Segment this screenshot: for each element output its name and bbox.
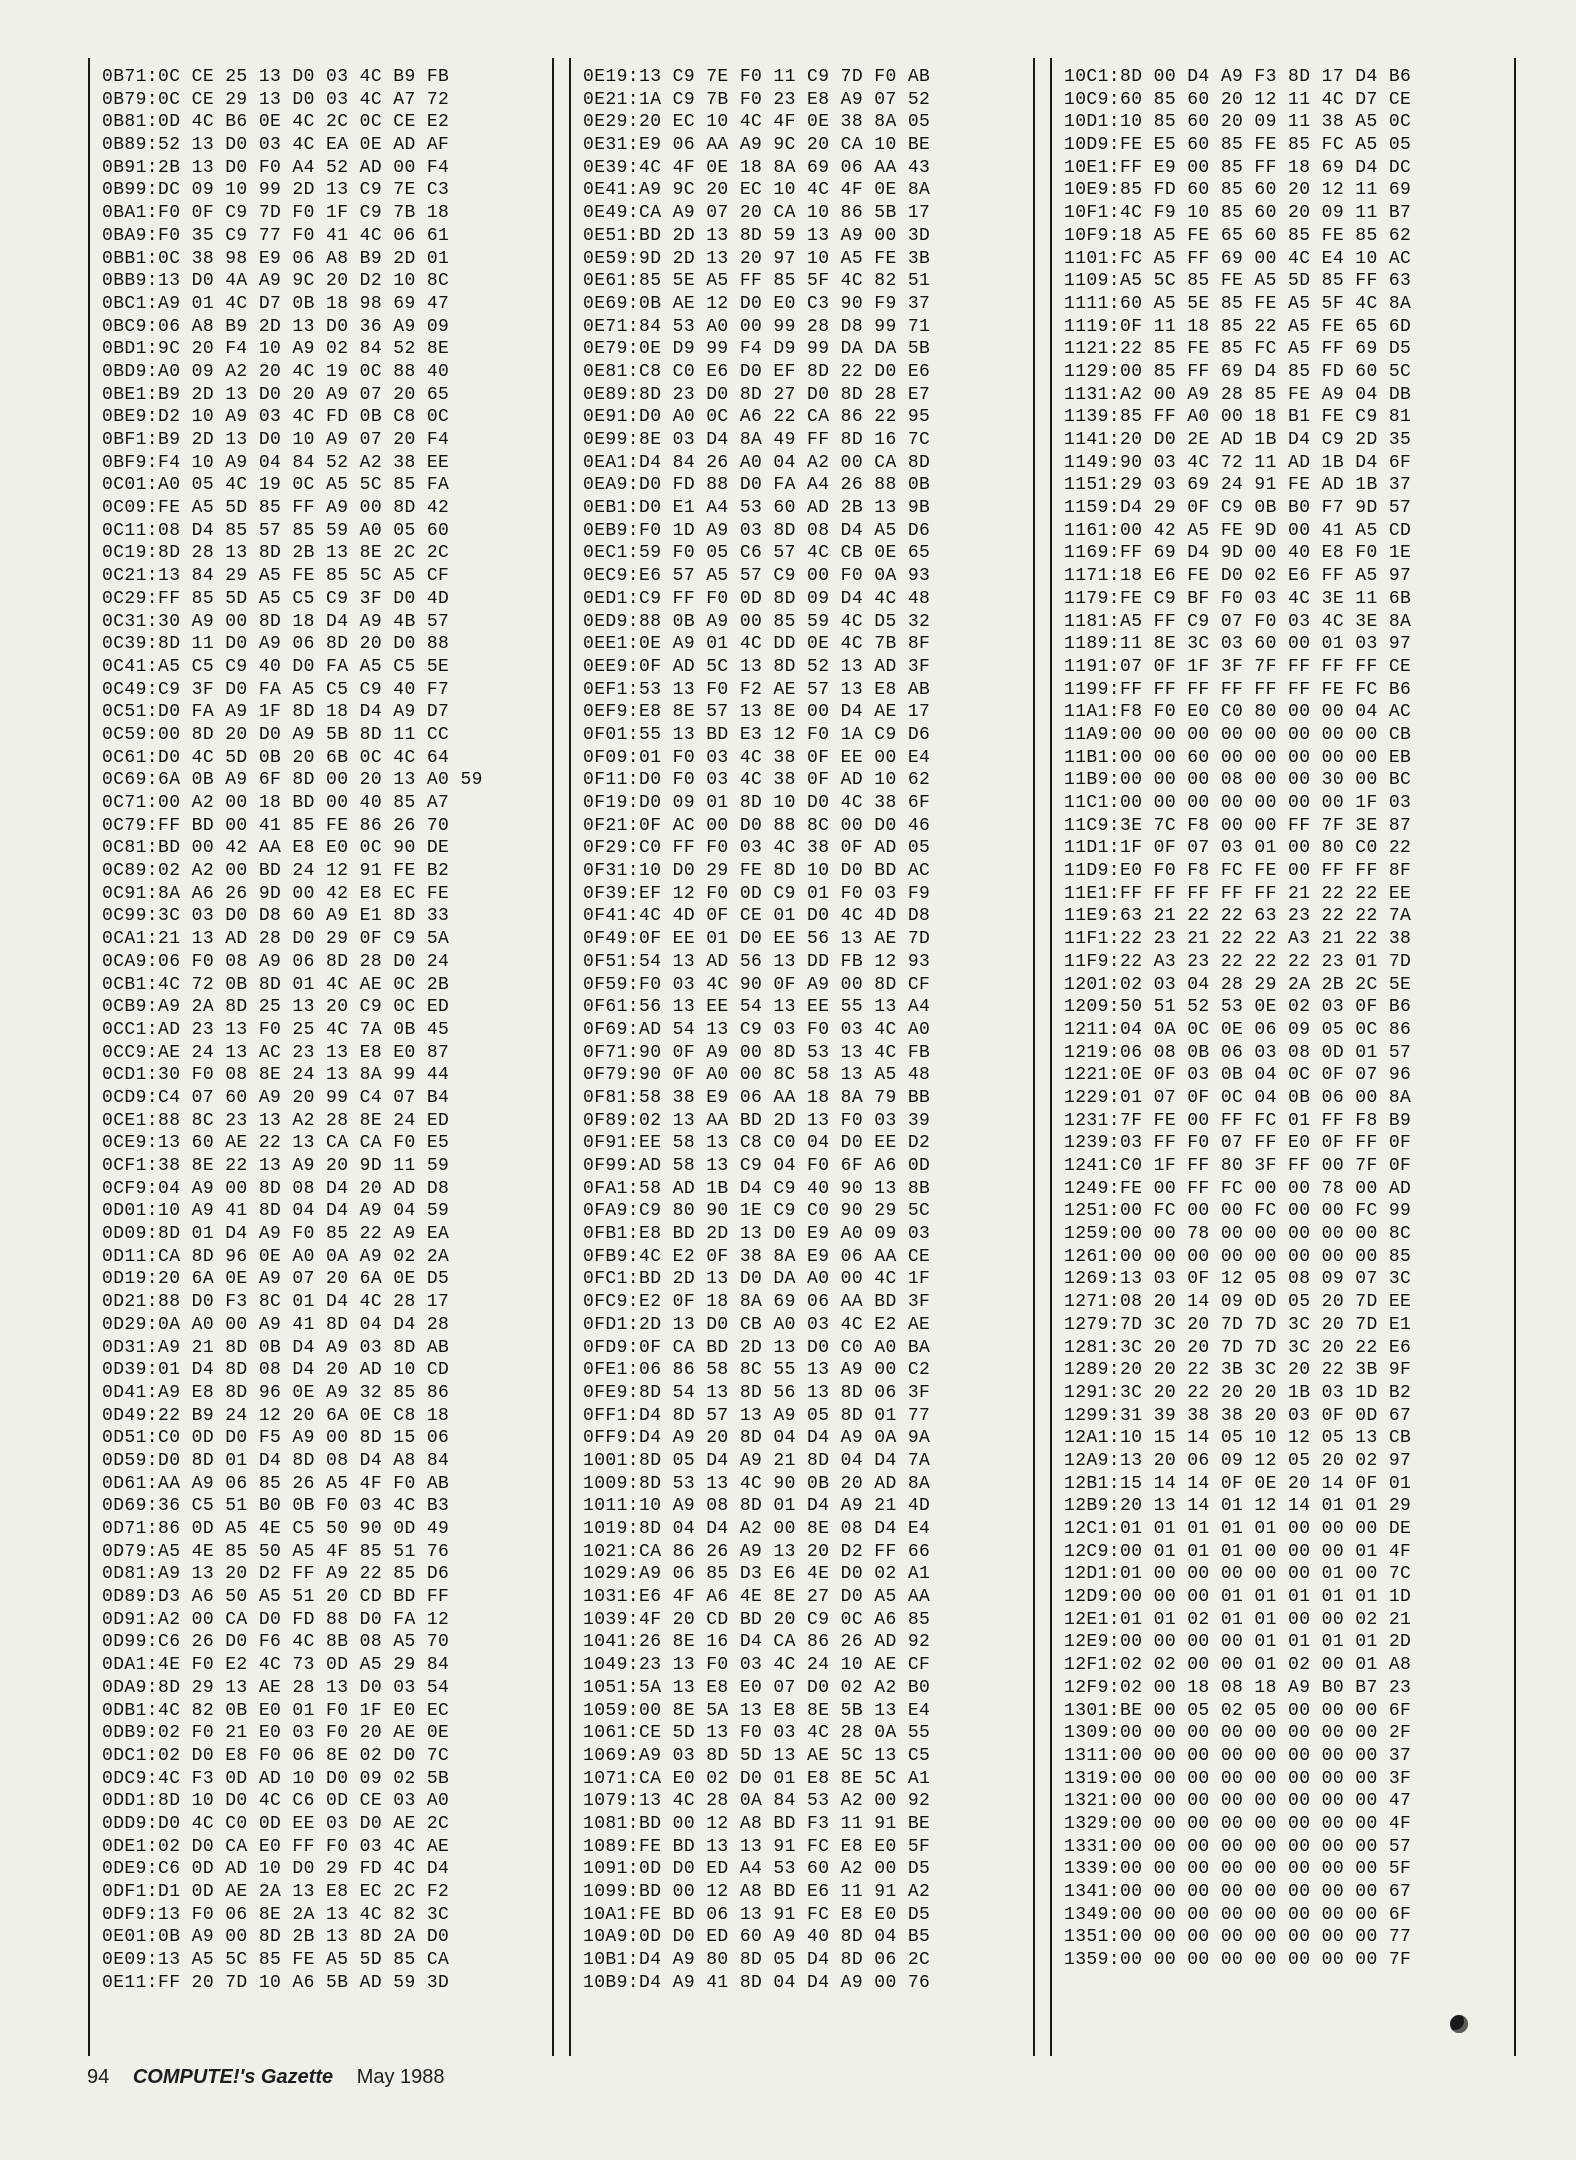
listing-line: 0F39:EF 12 F0 0D C9 01 F0 03 F9 — [583, 883, 931, 904]
listing-line: 0CA9:06 F0 08 A9 06 8D 28 D0 24 — [102, 951, 450, 972]
listing-line: 0CC9:AE 24 13 AC 23 13 E8 E0 87 — [102, 1042, 450, 1063]
listing-line: 12A1:10 15 14 05 10 12 05 13 CB — [1064, 1428, 1412, 1449]
listing-line: 1229:01 07 0F 0C 04 0B 06 00 8A — [1064, 1087, 1412, 1108]
listing-line: 1201:02 03 04 28 29 2A 2B 2C 5E — [1064, 974, 1412, 995]
listing-line: 0BF1:B9 2D 13 D0 10 A9 07 20 F4 — [102, 430, 450, 450]
listing-line: 1179:FE C9 BF F0 03 4C 3E 11 6B — [1064, 588, 1412, 609]
listing-line: 1151:29 03 69 24 91 FE AD 1B 37 — [1064, 475, 1412, 496]
listing-line: 1111:60 A5 5E 85 FE A5 5F 4C 8A — [1064, 293, 1412, 314]
listing-line: 12A9:13 20 06 09 12 05 20 02 97 — [1064, 1450, 1412, 1471]
listing-line: 11C1:00 00 00 00 00 00 00 1F 03 — [1064, 793, 1412, 813]
listing-line: 1351:00 00 00 00 00 00 00 00 77 — [1064, 1927, 1412, 1948]
listing-line: 1161:00 42 A5 FE 9D 00 41 A5 CD — [1064, 520, 1412, 541]
listing-line: 0E91:D0 A0 0C A6 22 CA 86 22 95 — [583, 407, 931, 428]
listing-line: 0F81:58 38 E9 06 AA 18 8A 79 BB — [583, 1087, 931, 1108]
listing-line: 0F61:56 13 EE 54 13 EE 55 13 A4 — [583, 997, 931, 1018]
listing-line: 11C9:3E 7C F8 00 00 FF 7F 3E 87 — [1064, 815, 1412, 836]
issue-date: May 1988 — [356, 2066, 445, 2088]
listing-line: 0DD1:8D 10 D0 4C C6 0D CE 03 A0 — [102, 1791, 450, 1812]
listing-line: 1051:5A 13 E8 E0 07 D0 02 A2 B0 — [583, 1677, 931, 1698]
listing-line: 0F89:02 13 AA BD 2D 13 F0 03 39 — [583, 1110, 931, 1131]
listing-line: 10A9:0D D0 ED 60 A9 40 8D 04 B5 — [583, 1927, 931, 1948]
listing-line: 1191:07 0F 1F 3F 7F FF FF FF CE — [1064, 656, 1412, 677]
listing-line: 1181:A5 FF C9 07 F0 03 4C 3E 8A — [1064, 611, 1412, 632]
listing-line: 0BC9:06 A8 B9 2D 13 D0 36 A9 09 — [102, 316, 450, 337]
listing-line: 0E41:A9 9C 20 EC 10 4C 4F 0E 8A — [583, 180, 931, 201]
listing-line: 12F9:02 00 18 08 18 A9 B0 B7 23 — [1064, 1677, 1412, 1698]
listing-line: 1329:00 00 00 00 00 00 00 00 4F — [1064, 1813, 1412, 1834]
listing-line: 1321:00 00 00 00 00 00 00 00 47 — [1064, 1791, 1412, 1812]
end-of-article-icon — [1450, 2015, 1468, 2033]
listing-line: 12E9:00 00 00 00 01 01 01 01 2D — [1064, 1632, 1412, 1653]
listing-line: 0CB9:A9 2A 8D 25 13 20 C9 0C ED — [102, 997, 450, 1018]
listing-line: 1011:10 A9 08 8D 01 D4 A9 21 4D — [583, 1496, 931, 1517]
listing-line: 10D1:10 85 60 20 09 11 38 A5 0C — [1064, 112, 1412, 133]
listing-line: 0D91:A2 00 CA D0 FD 88 D0 FA 12 — [102, 1609, 450, 1630]
page — [88, 58, 1516, 2056]
listing-line: 0F41:4C 4D 0F CE 01 D0 4C 4D D8 — [583, 906, 931, 927]
listing-line: 0C69:6A 0B A9 6F 8D 00 20 13 A0 59 — [102, 770, 483, 791]
listing-line: 1159:D4 29 0F C9 0B B0 F7 9D 57 — [1064, 498, 1412, 519]
listing-line: 0E51:BD 2D 13 8D 59 13 A9 00 3D — [583, 225, 931, 246]
listing-line: 0E29:20 EC 10 4C 4F 0E 38 8A 05 — [583, 112, 931, 133]
listing-line: 12C1:01 01 01 01 01 00 00 00 DE — [1064, 1519, 1412, 1539]
listing-line: 0EE1:0E A9 01 4C DD 0E 4C 7B 8F — [583, 634, 931, 655]
listing-line: 1349:00 00 00 00 00 00 00 00 6F — [1064, 1904, 1412, 1925]
listing-line: 1091:0D D0 ED A4 53 60 A2 00 D5 — [583, 1859, 931, 1880]
listing-line: 10E9:85 FD 60 85 60 20 12 11 69 — [1064, 180, 1412, 201]
listing-line: 1061:CE 5D 13 F0 03 4C 28 0A 55 — [583, 1723, 931, 1744]
listing-line: 0FD9:0F CA BD 2D 13 D0 C0 A0 BA — [583, 1337, 931, 1358]
listing-line: 0C19:8D 28 13 8D 2B 13 8E 2C 2C — [102, 543, 450, 564]
listing-line: 0CD1:30 F0 08 8E 24 13 8A 99 44 — [102, 1065, 450, 1086]
listing-line: 1279:7D 3C 20 7D 7D 3C 20 7D E1 — [1064, 1314, 1412, 1335]
listing-line: 0F11:D0 F0 03 4C 38 0F AD 10 62 — [583, 770, 931, 791]
listing-column-left — [88, 58, 554, 2056]
listing-line: 0F09:01 F0 03 4C 38 0F EE 00 E4 — [583, 747, 931, 768]
listing-line: 11B1:00 00 60 00 00 00 00 00 EB — [1064, 747, 1412, 768]
listing-line: 1081:BD 00 12 A8 BD F3 11 91 BE — [583, 1813, 931, 1834]
listing-line: 0F31:10 D0 29 FE 8D 10 D0 BD AC — [583, 861, 931, 882]
listing-line: 0BE1:B9 2D 13 D0 20 A9 07 20 65 — [102, 384, 450, 405]
listing-line: 0BB1:0C 38 98 E9 06 A8 B9 2D 01 — [102, 248, 450, 269]
listing-line: 1261:00 00 00 00 00 00 00 00 85 — [1064, 1246, 1412, 1267]
listing-line: 11F1:22 23 21 22 22 A3 21 22 38 — [1064, 929, 1412, 950]
listing-line: 1289:20 20 22 3B 3C 20 22 3B 9F — [1064, 1360, 1412, 1381]
listing-line: 0B89:52 13 D0 03 4C EA 0E AD AF — [102, 135, 450, 156]
listing-line: 0F01:55 13 BD E3 12 F0 1A C9 D6 — [583, 724, 931, 745]
listing-line: 1101:FC A5 FF 69 00 4C E4 10 AC — [1064, 248, 1412, 269]
listing-line: 0E79:0E D9 99 F4 D9 99 DA DA 5B — [583, 339, 931, 360]
listing-line: 1171:18 E6 FE D0 02 E6 FF A5 97 — [1064, 566, 1412, 587]
listing-line: 1099:BD 00 12 A8 BD E6 11 91 A2 — [583, 1882, 931, 1902]
listing-line: 0E59:9D 2D 13 20 97 10 A5 FE 3B — [583, 248, 931, 269]
listing-line: 1331:00 00 00 00 00 00 00 00 57 — [1064, 1836, 1412, 1857]
listing-line: 0C99:3C 03 D0 D8 60 A9 E1 8D 33 — [102, 906, 450, 927]
listing-line: 0EF9:E8 8E 57 13 8E 00 D4 AE 17 — [583, 702, 931, 723]
listing-line: 1141:20 D0 2E AD 1B D4 C9 2D 35 — [1064, 430, 1412, 450]
listing-line: 0FC1:BD 2D 13 D0 DA A0 00 4C 1F — [583, 1269, 931, 1290]
listing-line: 0FA1:58 AD 1B D4 C9 40 90 13 8B — [583, 1178, 931, 1199]
listing-line: 0D61:AA A9 06 85 26 A5 4F F0 AB — [102, 1473, 450, 1494]
listing-line: 0DD9:D0 4C C0 0D EE 03 D0 AE 2C — [102, 1813, 450, 1834]
listing-line: 0D29:0A A0 00 A9 41 8D 04 D4 28 — [102, 1314, 450, 1335]
listing-line: 0F71:90 0F A9 00 8D 53 13 4C FB — [583, 1042, 931, 1063]
listing-line: 0D59:D0 8D 01 D4 8D 08 D4 A8 84 — [102, 1450, 450, 1471]
listing-line: 0B81:0D 4C B6 0E 4C 2C 0C CE E2 — [102, 112, 450, 133]
listing-line: 0E71:84 53 A0 00 99 28 D8 99 71 — [583, 316, 931, 337]
listing-line: 0DF9:13 F0 06 8E 2A 13 4C 82 3C — [102, 1904, 450, 1925]
listing-line: 0BD9:A0 09 A2 20 4C 19 0C 88 40 — [102, 361, 450, 382]
listing-line: 0EB9:F0 1D A9 03 8D 08 D4 A5 D6 — [583, 520, 931, 541]
listing-line: 10F1:4C F9 10 85 60 20 09 11 B7 — [1064, 203, 1412, 224]
listing-line: 0BE9:D2 10 A9 03 4C FD 0B C8 0C — [102, 407, 450, 428]
listing-line: 0FB9:4C E2 0F 38 8A E9 06 AA CE — [583, 1246, 931, 1267]
listing-line: 1269:13 03 0F 12 05 08 09 07 3C — [1064, 1269, 1412, 1290]
listing-line: 1129:00 85 FF 69 D4 85 FD 60 5C — [1064, 361, 1412, 382]
listing-line: 1231:7F FE 00 FF FC 01 FF F8 B9 — [1064, 1110, 1412, 1131]
listing-line: 0CE9:13 60 AE 22 13 CA CA F0 E5 — [102, 1133, 450, 1154]
listing-line: 0FA9:C9 80 90 1E C9 C0 90 29 5C — [583, 1201, 931, 1222]
listing-line: 0E69:0B AE 12 D0 E0 C3 90 F9 37 — [583, 293, 931, 314]
listing-line: 0D19:20 6A 0E A9 07 20 6A 0E D5 — [102, 1269, 450, 1290]
listing-line: 1049:23 13 F0 03 4C 24 10 AE CF — [583, 1655, 931, 1676]
listing-line: 1309:00 00 00 00 00 00 00 00 2F — [1064, 1723, 1412, 1744]
listing-line: 0C61:D0 4C 5D 0B 20 6B 0C 4C 64 — [102, 747, 450, 768]
listing-line: 0B79:0C CE 29 13 D0 03 4C A7 72 — [102, 89, 450, 110]
listing-line: 0F69:AD 54 13 C9 03 F0 03 4C A0 — [583, 1019, 931, 1040]
listing-line: 0FB1:E8 BD 2D 13 D0 E9 A0 09 03 — [583, 1224, 931, 1245]
listing-line: 0FF9:D4 A9 20 8D 04 D4 A9 0A 9A — [583, 1428, 931, 1449]
listing-line: 0C59:00 8D 20 D0 A9 5B 8D 11 CC — [102, 724, 450, 745]
listing-line: 0C91:8A A6 26 9D 00 42 E8 EC FE — [102, 883, 450, 904]
listing-line: 1341:00 00 00 00 00 00 00 00 67 — [1064, 1882, 1412, 1902]
listing-line: 1029:A9 06 85 D3 E6 4E D0 02 A1 — [583, 1564, 931, 1585]
listing-line: 1311:00 00 00 00 00 00 00 00 37 — [1064, 1745, 1412, 1766]
listing-column-right — [1050, 58, 1516, 2056]
listing-line: 0EA1:D4 84 26 A0 04 A2 00 CA 8D — [583, 452, 931, 473]
listing-line: 1021:CA 86 26 A9 13 20 D2 FF 66 — [583, 1541, 931, 1562]
listing-line: 1019:8D 04 D4 A2 00 8E 08 D4 E4 — [583, 1519, 931, 1539]
listing-line: 1039:4F 20 CD BD 20 C9 0C A6 85 — [583, 1609, 931, 1630]
listing-line: 0B99:DC 09 10 99 2D 13 C9 7E C3 — [102, 180, 450, 201]
listing-line: 0B91:2B 13 D0 F0 A4 52 AD 00 F4 — [102, 157, 450, 178]
listing-line: 12D1:01 00 00 00 00 00 01 00 7C — [1064, 1564, 1412, 1585]
listing-line: 0C79:FF BD 00 41 85 FE 86 26 70 — [102, 815, 450, 836]
listing-line: 1139:85 FF A0 00 18 B1 FE C9 81 — [1064, 407, 1412, 428]
listing-line: 0E99:8E 03 D4 8A 49 FF 8D 16 7C — [583, 430, 931, 450]
listing-line: 0CA1:21 13 AD 28 D0 29 0F C9 5A — [102, 929, 450, 950]
listing-line: 1199:FF FF FF FF FF FF FE FC B6 — [1064, 679, 1412, 700]
listing-line: 0E39:4C 4F 0E 18 8A 69 06 AA 43 — [583, 157, 931, 178]
listing-line: 0EE9:0F AD 5C 13 8D 52 13 AD 3F — [583, 656, 931, 677]
listing-line: 0BF9:F4 10 A9 04 84 52 A2 38 EE — [102, 452, 450, 473]
listing-line: 1121:22 85 FE 85 FC A5 FF 69 D5 — [1064, 339, 1412, 360]
listing-line: 10F9:18 A5 FE 65 60 85 FE 85 62 — [1064, 225, 1412, 246]
listing-line: 0DE9:C6 0D AD 10 D0 29 FD 4C D4 — [102, 1859, 450, 1880]
listing-line: 1009:8D 53 13 4C 90 0B 20 AD 8A — [583, 1473, 931, 1494]
listing-line: 0D41:A9 E8 8D 96 0E A9 32 85 86 — [102, 1382, 450, 1403]
listing-line: 0C71:00 A2 00 18 BD 00 40 85 A7 — [102, 793, 450, 813]
listing-line: 12E1:01 01 02 01 01 00 00 02 21 — [1064, 1609, 1412, 1630]
listing-line: 10B1:D4 A9 80 8D 05 D4 8D 06 2C — [583, 1950, 931, 1971]
listing-line: 0EC1:59 F0 05 C6 57 4C CB 0E 65 — [583, 543, 931, 564]
listing-line: 0ED1:C9 FF F0 0D 8D 09 D4 4C 48 — [583, 588, 931, 609]
listing-line: 0F51:54 13 AD 56 13 DD FB 12 93 — [583, 951, 931, 972]
listing-line: 0F19:D0 09 01 8D 10 D0 4C 38 6F — [583, 793, 931, 813]
listing-line: 10B9:D4 A9 41 8D 04 D4 A9 00 76 — [583, 1972, 931, 1993]
listing-line: 0E19:13 C9 7E F0 11 C9 7D F0 AB — [583, 67, 931, 87]
listing-line: 11F9:22 A3 23 22 22 22 23 01 7D — [1064, 951, 1412, 972]
listing-line: 0E61:85 5E A5 FF 85 5F 4C 82 51 — [583, 271, 931, 292]
listing-line: 0DC1:02 D0 E8 F0 06 8E 02 D0 7C — [102, 1745, 450, 1766]
listing-line: 0D51:C0 0D D0 F5 A9 00 8D 15 06 — [102, 1428, 450, 1449]
listing-line: 11E9:63 21 22 22 63 23 22 22 7A — [1064, 906, 1412, 927]
listing-line: 1001:8D 05 D4 A9 21 8D 04 D4 7A — [583, 1450, 931, 1471]
listing-line: 10C9:60 85 60 20 12 11 4C D7 CE — [1064, 89, 1412, 110]
listing-line: 0D81:A9 13 20 D2 FF A9 22 85 D6 — [102, 1564, 450, 1585]
listing-line: 0D21:88 D0 F3 8C 01 D4 4C 28 17 — [102, 1292, 450, 1313]
listing-line: 1041:26 8E 16 D4 CA 86 26 AD 92 — [583, 1632, 931, 1653]
listing-line: 0F99:AD 58 13 C9 04 F0 6F A6 0D — [583, 1156, 931, 1176]
listing-line: 0D79:A5 4E 85 50 A5 4F 85 51 76 — [102, 1541, 450, 1562]
listing-line: 0C21:13 84 29 A5 FE 85 5C A5 CF — [102, 566, 450, 587]
listing-line: 1319:00 00 00 00 00 00 00 00 3F — [1064, 1768, 1412, 1789]
listing-line: 11D9:E0 F0 F8 FC FE 00 FF FF 8F — [1064, 861, 1412, 882]
listing-line: 12C9:00 01 01 01 00 00 00 01 4F — [1064, 1541, 1412, 1562]
listing-line: 12F1:02 02 00 00 01 02 00 01 A8 — [1064, 1655, 1412, 1676]
listing-line: 0E09:13 A5 5C 85 FE A5 5D 85 CA — [102, 1950, 450, 1971]
listing-line: 0BD1:9C 20 F4 10 A9 02 84 52 8E — [102, 339, 450, 360]
listing-line: 0E01:0B A9 00 8D 2B 13 8D 2A D0 — [102, 1927, 450, 1948]
listing-line: 1301:BE 00 05 02 05 00 00 00 6F — [1064, 1700, 1412, 1721]
listing-line: 0CF1:38 8E 22 13 A9 20 9D 11 59 — [102, 1156, 450, 1176]
listing-line: 11A9:00 00 00 00 00 00 00 00 CB — [1064, 724, 1412, 745]
listing-column-middle — [569, 58, 1035, 2056]
listing-line: 1219:06 08 0B 06 03 08 0D 01 57 — [1064, 1042, 1412, 1063]
listing-line: 0EF1:53 13 F0 F2 AE 57 13 E8 AB — [583, 679, 931, 700]
listing-line: 0BB9:13 D0 4A A9 9C 20 D2 10 8C — [102, 271, 450, 292]
listing-line: 0D01:10 A9 41 8D 04 D4 A9 04 59 — [102, 1201, 450, 1222]
listing-line: 1079:13 4C 28 0A 84 53 A2 00 92 — [583, 1791, 931, 1812]
listing-columns — [88, 58, 1516, 2056]
listing-line: 0C31:30 A9 00 8D 18 D4 A9 4B 57 — [102, 611, 450, 632]
listing-line: 0D11:CA 8D 96 0E A0 0A A9 02 2A — [102, 1246, 450, 1267]
listing-line: 1119:0F 11 18 85 22 A5 FE 65 6D — [1064, 316, 1412, 337]
listing-line: 1271:08 20 14 09 0D 05 20 7D EE — [1064, 1292, 1412, 1313]
listing-line: 1281:3C 20 20 7D 7D 3C 20 22 E6 — [1064, 1337, 1412, 1358]
listing-line: 0D09:8D 01 D4 A9 F0 85 22 A9 EA — [102, 1224, 450, 1245]
listing-line: 0EC9:E6 57 A5 57 C9 00 F0 0A 93 — [583, 566, 931, 587]
listing-line: 1059:00 8E 5A 13 E8 8E 5B 13 E4 — [583, 1700, 931, 1721]
listing-line: 0BA9:F0 35 C9 77 F0 41 4C 06 61 — [102, 225, 450, 246]
listing-line: 1209:50 51 52 53 0E 02 03 0F B6 — [1064, 997, 1412, 1018]
listing-line: 0B71:0C CE 25 13 D0 03 4C B9 FB — [102, 67, 450, 87]
listing-line: 0DE1:02 D0 CA E0 FF F0 03 4C AE — [102, 1836, 450, 1857]
listing-line: 1169:FF 69 D4 9D 00 40 E8 F0 1E — [1064, 543, 1412, 564]
listing-line: 0E81:C8 C0 E6 D0 EF 8D 22 D0 E6 — [583, 361, 931, 382]
listing-line: 1249:FE 00 FF FC 00 00 78 00 AD — [1064, 1178, 1412, 1199]
listing-line: 0DB9:02 F0 21 E0 03 F0 20 AE 0E — [102, 1723, 450, 1744]
listing-line: 1149:90 03 4C 72 11 AD 1B D4 6F — [1064, 452, 1412, 473]
listing-line: 1339:00 00 00 00 00 00 00 00 5F — [1064, 1859, 1412, 1880]
listing-line: 0C39:8D 11 D0 A9 06 8D 20 D0 88 — [102, 634, 450, 655]
listing-line: 0DA1:4E F0 E2 4C 73 0D A5 29 84 — [102, 1655, 450, 1676]
listing-line: 0D49:22 B9 24 12 20 6A 0E C8 18 — [102, 1405, 450, 1426]
listing-line: 0D99:C6 26 D0 F6 4C 8B 08 A5 70 — [102, 1632, 450, 1653]
listing-line: 1259:00 00 78 00 00 00 00 00 8C — [1064, 1224, 1412, 1245]
listing-line: 1359:00 00 00 00 00 00 00 00 7F — [1064, 1950, 1412, 1971]
listing-line: 1109:A5 5C 85 FE A5 5D 85 FF 63 — [1064, 271, 1412, 292]
listing-line: 11D1:1F 0F 07 03 01 00 80 C0 22 — [1064, 838, 1412, 859]
listing-line: 1189:11 8E 3C 03 60 00 01 03 97 — [1064, 634, 1412, 655]
listing-line: 12D9:00 00 00 01 01 01 01 01 1D — [1064, 1587, 1412, 1608]
listing-line: 10E1:FF E9 00 85 FF 18 69 D4 DC — [1064, 157, 1412, 178]
listing-line: 1031:E6 4F A6 4E 8E 27 D0 A5 AA — [583, 1587, 931, 1608]
listing-line: 0DF1:D1 0D AE 2A 13 E8 EC 2C F2 — [102, 1882, 450, 1902]
listing-line: 0CD9:C4 07 60 A9 20 99 C4 07 B4 — [102, 1087, 450, 1108]
listing-line: 0DB1:4C 82 0B E0 01 F0 1F E0 EC — [102, 1700, 450, 1721]
listing-line: 0C09:FE A5 5D 85 FF A9 00 8D 42 — [102, 498, 450, 519]
listing-line: 1251:00 FC 00 00 FC 00 00 FC 99 — [1064, 1201, 1412, 1222]
listing-line: 0D89:D3 A6 50 A5 51 20 CD BD FF — [102, 1587, 450, 1608]
listing-line: 0BA1:F0 0F C9 7D F0 1F C9 7B 18 — [102, 203, 450, 224]
listing-line: 0CC1:AD 23 13 F0 25 4C 7A 0B 45 — [102, 1019, 450, 1040]
listing-line: 0C81:BD 00 42 AA E8 E0 0C 90 DE — [102, 838, 450, 859]
listing-line: 10A1:FE BD 06 13 91 FC E8 E0 D5 — [583, 1904, 931, 1925]
listing-line: 0D71:86 0D A5 4E C5 50 90 0D 49 — [102, 1519, 450, 1539]
listing-line: 0BC1:A9 01 4C D7 0B 18 98 69 47 — [102, 293, 450, 314]
listing-line: 0CF9:04 A9 00 8D 08 D4 20 AD D8 — [102, 1178, 450, 1199]
listing-line: 0CB1:4C 72 0B 8D 01 4C AE 0C 2B — [102, 974, 450, 995]
listing-line: 0FF1:D4 8D 57 13 A9 05 8D 01 77 — [583, 1405, 931, 1426]
listing-line: 0F21:0F AC 00 D0 88 8C 00 D0 46 — [583, 815, 931, 836]
listing-line: 1299:31 39 38 38 20 03 0F 0D 67 — [1064, 1405, 1412, 1426]
listing-line: 1071:CA E0 02 D0 01 E8 8E 5C A1 — [583, 1768, 931, 1789]
listing-line: 0C49:C9 3F D0 FA A5 C5 C9 40 F7 — [102, 679, 450, 700]
magazine-title: COMPUTE!'s Gazette — [132, 2066, 334, 2088]
listing-line: 1291:3C 20 22 20 20 1B 03 1D B2 — [1064, 1382, 1412, 1403]
page-footer — [87, 2066, 787, 2096]
listing-line: 0E49:CA A9 07 20 CA 10 86 5B 17 — [583, 203, 931, 224]
listing-line: 0DA9:8D 29 13 AE 28 13 D0 03 54 — [102, 1677, 450, 1698]
listing-line: 1241:C0 1F FF 80 3F FF 00 7F 0F — [1064, 1156, 1412, 1176]
listing-line: 1221:0E 0F 03 0B 04 0C 0F 07 96 — [1064, 1065, 1412, 1086]
listing-line: 11B9:00 00 00 08 00 00 30 00 BC — [1064, 770, 1412, 791]
listing-line: 1239:03 FF F0 07 FF E0 0F FF 0F — [1064, 1133, 1412, 1154]
listing-line: 0DC9:4C F3 0D AD 10 D0 09 02 5B — [102, 1768, 450, 1789]
listing-line: 0FE9:8D 54 13 8D 56 13 8D 06 3F — [583, 1382, 931, 1403]
listing-line: 0D31:A9 21 8D 0B D4 A9 03 8D AB — [102, 1337, 450, 1358]
listing-line: 0C11:08 D4 85 57 85 59 A0 05 60 — [102, 520, 450, 541]
listing-line: 0F59:F0 03 4C 90 0F A9 00 8D CF — [583, 974, 931, 995]
listing-line: 0D39:01 D4 8D 08 D4 20 AD 10 CD — [102, 1360, 450, 1381]
listing-line: 0F79:90 0F A0 00 8C 58 13 A5 48 — [583, 1065, 931, 1086]
listing-line: 1069:A9 03 8D 5D 13 AE 5C 13 C5 — [583, 1745, 931, 1766]
listing-line: 0FD1:2D 13 D0 CB A0 03 4C E2 AE — [583, 1314, 931, 1335]
listing-line: 0EB1:D0 E1 A4 53 60 AD 2B 13 9B — [583, 498, 931, 519]
listing-line: 1131:A2 00 A9 28 85 FE A9 04 DB — [1064, 384, 1412, 405]
listing-line: 11A1:F8 F0 E0 C0 80 00 00 04 AC — [1064, 702, 1412, 723]
page-number: 94 — [87, 2066, 110, 2088]
listing-line: 0E31:E9 06 AA A9 9C 20 CA 10 BE — [583, 135, 931, 156]
listing-line: 11E1:FF FF FF FF FF 21 22 22 EE — [1064, 883, 1412, 904]
listing-line: 0C51:D0 FA A9 1F 8D 18 D4 A9 D7 — [102, 702, 450, 723]
listing-line: 0F91:EE 58 13 C8 C0 04 D0 EE D2 — [583, 1133, 931, 1154]
listing-line: 0F49:0F EE 01 D0 EE 56 13 AE 7D — [583, 929, 931, 950]
listing-line: 0ED9:88 0B A9 00 85 59 4C D5 32 — [583, 611, 931, 632]
listing-line: 0EA9:D0 FD 88 D0 FA A4 26 88 0B — [583, 475, 931, 496]
listing-line: 0C01:A0 05 4C 19 0C A5 5C 85 FA — [102, 475, 450, 496]
listing-line: 12B9:20 13 14 01 12 14 01 01 29 — [1064, 1496, 1412, 1517]
listing-line: 0FC9:E2 0F 18 8A 69 06 AA BD 3F — [583, 1292, 931, 1313]
listing-line: 0FE1:06 86 58 8C 55 13 A9 00 C2 — [583, 1360, 931, 1381]
listing-line: 1089:FE BD 13 13 91 FC E8 E0 5F — [583, 1836, 931, 1857]
listing-line: 0C89:02 A2 00 BD 24 12 91 FE B2 — [102, 861, 450, 882]
listing-line: 0C41:A5 C5 C9 40 D0 FA A5 C5 5E — [102, 656, 450, 677]
listing-line: 0E89:8D 23 D0 8D 27 D0 8D 28 E7 — [583, 384, 931, 405]
listing-line: 0D69:36 C5 51 B0 0B F0 03 4C B3 — [102, 1496, 450, 1517]
listing-line: 1211:04 0A 0C 0E 06 09 05 0C 86 — [1064, 1019, 1412, 1040]
listing-line: 10D9:FE E5 60 85 FE 85 FC A5 05 — [1064, 135, 1412, 156]
listing-line: 12B1:15 14 14 0F 0E 20 14 0F 01 — [1064, 1473, 1412, 1494]
listing-line: 0F29:C0 FF F0 03 4C 38 0F AD 05 — [583, 838, 931, 859]
listing-line: 0E21:1A C9 7B F0 23 E8 A9 07 52 — [583, 89, 931, 110]
listing-line: 0C29:FF 85 5D A5 C5 C9 3F D0 4D — [102, 588, 450, 609]
listing-line: 0E11:FF 20 7D 10 A6 5B AD 59 3D — [102, 1972, 450, 1993]
listing-line: 10C1:8D 00 D4 A9 F3 8D 17 D4 B6 — [1064, 67, 1412, 87]
listing-line: 0CE1:88 8C 23 13 A2 28 8E 24 ED — [102, 1110, 450, 1131]
